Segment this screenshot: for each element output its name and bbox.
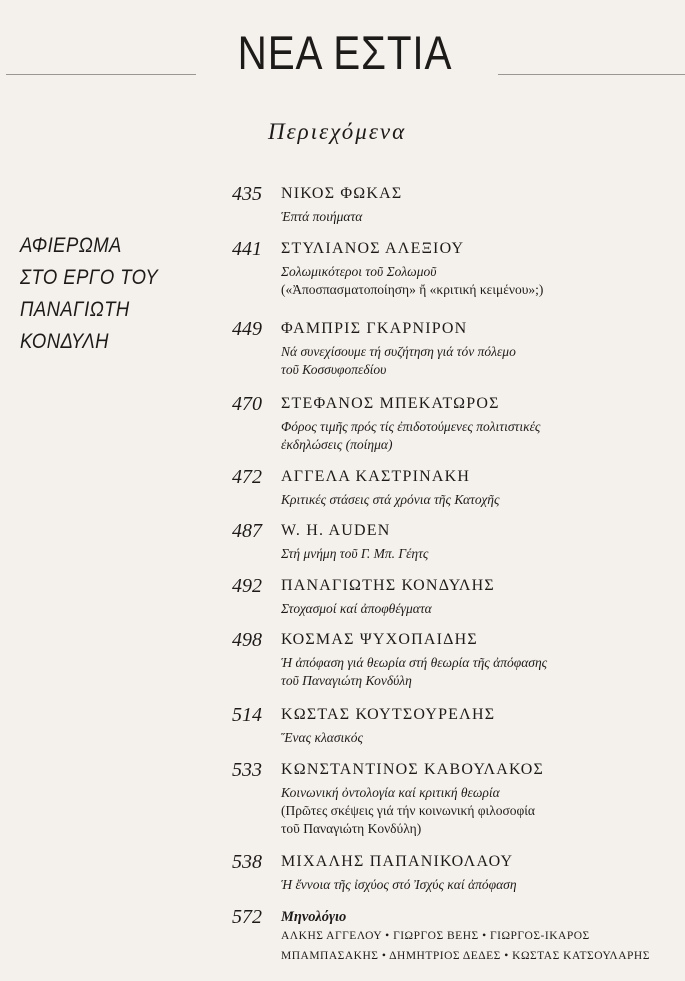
article-title: Στή μνήμη τοῦ Γ. Μπ. Γέητς <box>281 546 429 561</box>
obituary-names: ΜΠΑΜΠΑΣΑΚΗΣ • ΔΗΜΗΤΡΙΟΣ ΔΕΔΕΣ • ΚΩΣΤΑΣ ΚΑΤΣΟΥΛΑΡΗΣ <box>281 950 650 962</box>
article-title: Ἕνας κλασικός <box>281 730 364 745</box>
author-name: ΦΑΜΠΡΙΣ ΓΚΑΡΝΙΡΟΝ <box>281 320 468 337</box>
section-heading: Μηνολόγιο <box>281 909 347 925</box>
obituary-names: ΑΛΚΗΣ ΑΓΓΕΛΟΥ • ΓΙΩΡΓΟΣ ΒΕΗΣ • ΓΙΩΡΓΟΣ-ΙΚΑΡΟΣ <box>281 930 590 942</box>
article-subtitle: (Πρῶτες σκέψεις γιά τήν κοινωνική φιλοσοφία <box>281 803 536 818</box>
article-title: Ἡ ἔννοια τῆς ἰσχύος στό Ἰσχύς καί ἀπόφαση <box>281 877 517 892</box>
contents-heading: Περιεχόμενα <box>268 119 407 144</box>
article-title: Νά συνεχίσουμε τή συζήτηση γιά τόν πόλεμο <box>281 344 516 359</box>
article-title: τοῦ Παναγιώτη Κονδύλη <box>281 673 412 688</box>
author-name: ΚΟΣΜΑΣ ΨΥΧΟΠΑΙΔΗΣ <box>281 631 478 648</box>
dedication-line: ΠΑΝΑΓΙΩΤΗ <box>20 298 130 321</box>
dedication-line: ΑΦΙΕΡΩΜΑ <box>20 234 122 257</box>
page-number: 533 <box>232 759 262 781</box>
author-name: ΚΩΣΤΑΣ ΚΟΥΤΣΟΥΡΕΛΗΣ <box>281 706 496 723</box>
author-name: ΣΤΕΦΑΝΟΣ ΜΠΕΚΑΤΩΡΟΣ <box>281 395 500 412</box>
page-number: 514 <box>232 704 262 726</box>
article-title: Σολωμικότεροι τοῦ Σολωμοῦ <box>281 264 437 279</box>
page-number: 449 <box>232 318 262 340</box>
author-name: ΠΑΝΑΓΙΩΤΗΣ ΚΟΝΔΥΛΗΣ <box>281 577 495 594</box>
dedication-line: ΚΟΝΔΥΛΗ <box>20 330 109 353</box>
article-title: Κριτικές στάσεις στά χρόνια τῆς Κατοχῆς <box>281 492 500 507</box>
author-name: ΝΙΚΟΣ ΦΩΚΑΣ <box>281 185 403 202</box>
page-number: 492 <box>232 575 262 597</box>
author-name: ΚΩΝΣΤΑΝΤΙΝΟΣ ΚΑΒΟΥΛΑΚΟΣ <box>281 761 544 778</box>
author-name: ΜΙΧΑΛΗΣ ΠΑΠΑΝΙΚΟΛΑΟΥ <box>281 853 514 870</box>
page-number: 441 <box>232 238 262 260</box>
author-name: ΑΓΓΕΛΑ ΚΑΣΤΡΙΝΑΚΗ <box>281 468 471 485</box>
dedication-line: ΣΤΟ ΕΡΓΟ ΤΟΥ <box>20 266 159 289</box>
article-subtitle: («Ἀποσπασματοποίηση» ἤ «κριτική κειμένου»;) <box>281 282 544 297</box>
magazine-title: ΝΕΑ ΕΣΤΙΑ <box>237 26 453 79</box>
author-name: ΣΤΥΛΙΑΝΟΣ ΑΛΕΞΙΟΥ <box>281 240 465 257</box>
page-number: 470 <box>232 393 262 415</box>
article-title: τοῦ Κοσσυφοπεδίου <box>281 362 387 377</box>
page-number: 472 <box>232 466 262 488</box>
page-number: 538 <box>232 851 262 873</box>
article-title: Ἡ ἀπόφαση γιά θεωρία στή θεωρία τῆς ἀπόφασης <box>281 655 548 670</box>
article-subtitle: ἐκδηλώσεις (ποίημα) <box>281 437 393 452</box>
article-subtitle: τοῦ Παναγιώτη Κονδύλη) <box>281 821 422 836</box>
author-name: W. H. AUDEN <box>281 522 391 539</box>
article-title: Ἑπτά ποιήματα <box>281 209 363 224</box>
article-title: Κοινωνική ὀντολογία καί κριτική θεωρία <box>281 785 500 800</box>
page-number: 487 <box>232 520 262 542</box>
page-number: 435 <box>232 183 262 205</box>
page-number: 498 <box>232 629 262 651</box>
article-title: Φόρος τιμῆς πρός τίς ἐπιδοτούμενες πολιτιστικές <box>281 419 541 434</box>
page-number: 572 <box>232 906 262 928</box>
article-title: Στοχασμοί καί ἀποφθέγματα <box>281 601 432 616</box>
